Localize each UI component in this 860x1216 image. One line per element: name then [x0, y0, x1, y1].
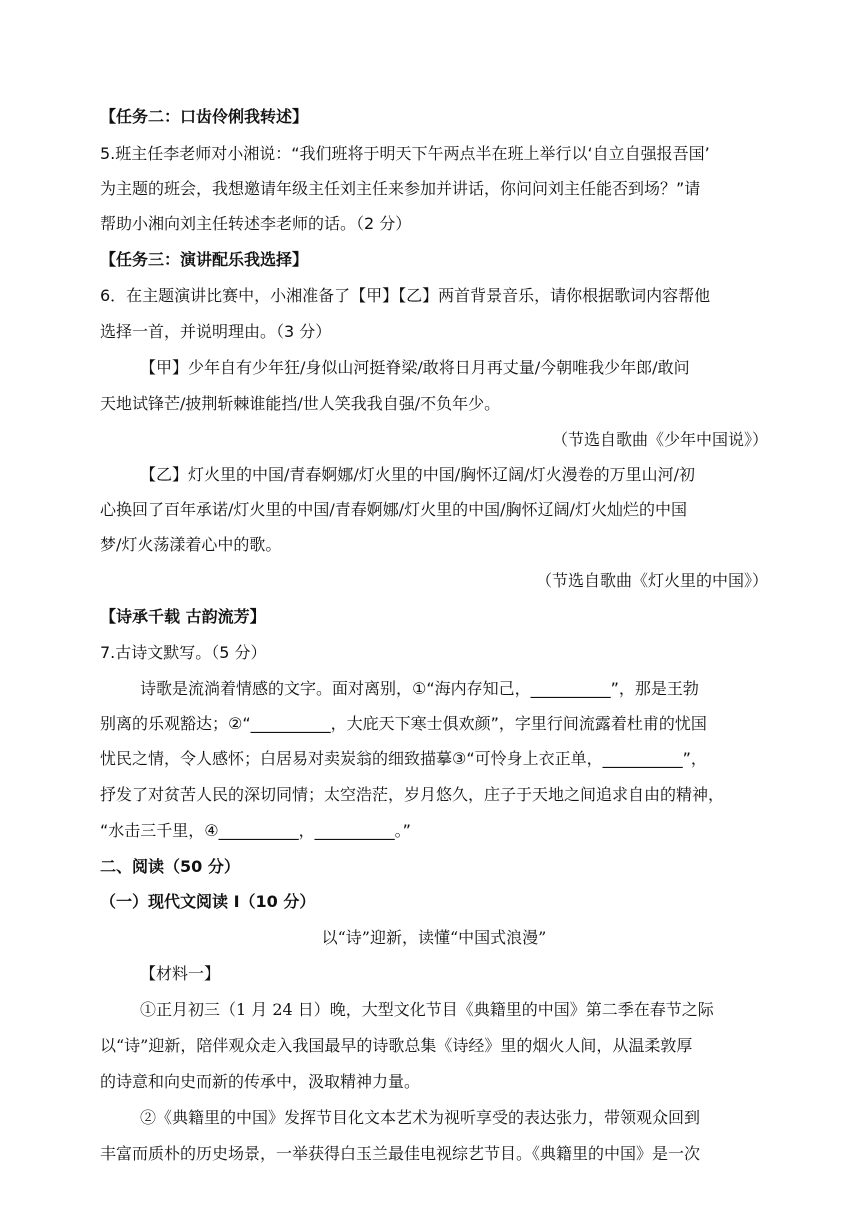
lyrics-yi-line: 心换回了百年承诺/灯火里的中国/青春婀娜/灯火里的中国/胸怀辽阔/灯火灿烂的中国: [100, 500, 687, 519]
question-7-title: 7.古诗文默写。（5 分）: [100, 643, 267, 662]
poetry-paragraph-line: “水击三千里，④__________，__________。”: [100, 821, 411, 840]
lyrics-jia-source: （节选自歌曲《少年中国说》）: [551, 430, 768, 449]
lyrics-jia-line: 【甲】少年自有少年狂/身似山河挺脊梁/敢将日月再丈量/今朝唯我少年郎/敢问: [140, 358, 690, 377]
question-5-line: 5.班主任李老师对小湘说：“我们班将于明天下午两点半在班上举行以‘自立自强报吾国’: [100, 144, 710, 163]
reading-section-heading: 二、阅读（50 分）: [100, 857, 240, 876]
question-6-line: 选择一首，并说明理由。（3 分）: [100, 322, 332, 341]
material-1-paragraph-line: 丰富而质朴的历史场景，一举获得白玉兰最佳电视综艺节目。《典籍里的中国》是一次: [100, 1144, 701, 1163]
question-6-line: 6．在主题演讲比赛中，小湘准备了【甲】【乙】两首背景音乐，请你根据歌词内容帮他: [100, 286, 711, 305]
poetry-paragraph-line: 别离的乐观豁达；②“__________，大庇天下寒士俱欢颜”，字里行间流露着杜甫的忧国: [100, 714, 707, 733]
material-1-paragraph-line: ②《典籍里的中国》发挥节目化文本艺术为视听享受的表达张力，带领观众回到: [140, 1108, 701, 1127]
task2-heading: 【任务二：口齿伶俐我转述】: [100, 107, 309, 126]
question-5-line: 帮助小湘向刘主任转述李老师的话。（2 分）: [100, 214, 412, 233]
lyrics-yi-line: 【乙】灯火里的中国/青春婀娜/灯火里的中国/胸怀辽阔/灯火漫卷的万里山河/初: [140, 465, 695, 484]
reading-sub-heading: （一）现代文阅读 I（10 分）: [100, 892, 316, 911]
task3-heading: 【任务三：演讲配乐我选择】: [100, 250, 309, 269]
material-1-paragraph-line: ①正月初三（1 月 24 日）晚，大型文化节目《典籍里的中国》第二季在春节之际: [140, 1000, 714, 1019]
poetry-paragraph-line: 诗歌是流淌着情感的文字。面对离别，①“海内存知己，__________”，那是王勃: [140, 679, 699, 698]
lyrics-yi-line: 梦/灯火荡漾着心中的歌。: [100, 535, 282, 554]
lyrics-jia-line: 天地试锋芒/披荆斩棘谁能挡/世人笑我我自强/不负年少。: [100, 394, 501, 413]
poetry-paragraph-line: 忧民之情，令人感怀；白居易对卖炭翁的细致描摹③“可怜身上衣正单，__________”，: [100, 749, 707, 768]
lyrics-yi-source: （节选自歌曲《灯火里的中国》）: [535, 571, 768, 590]
material-1-paragraph-line: 的诗意和向史而新的传承中，汲取精神力量。: [100, 1072, 421, 1091]
poetry-section-heading: 【诗承千载 古韵流芳】: [100, 607, 266, 626]
poetry-paragraph-line: 抒发了对贫苦人民的深切同情；太空浩茫，岁月悠久，庄子于天地之间追求自由的精神，: [100, 785, 725, 804]
material-1-paragraph-line: 以“诗”迎新，陪伴观众走入我国最早的诗歌总集《诗经》里的烟火人间，从温柔敦厚: [100, 1036, 693, 1055]
question-5-line: 为主题的班会，我想邀请年级主任刘主任来参加并讲话，你问问刘主任能否到场？”请: [100, 179, 701, 198]
material-1-label: 【材料一】: [140, 964, 221, 983]
article-title: 以“诗”迎新，读懂“中国式浪漫”: [321, 928, 547, 947]
